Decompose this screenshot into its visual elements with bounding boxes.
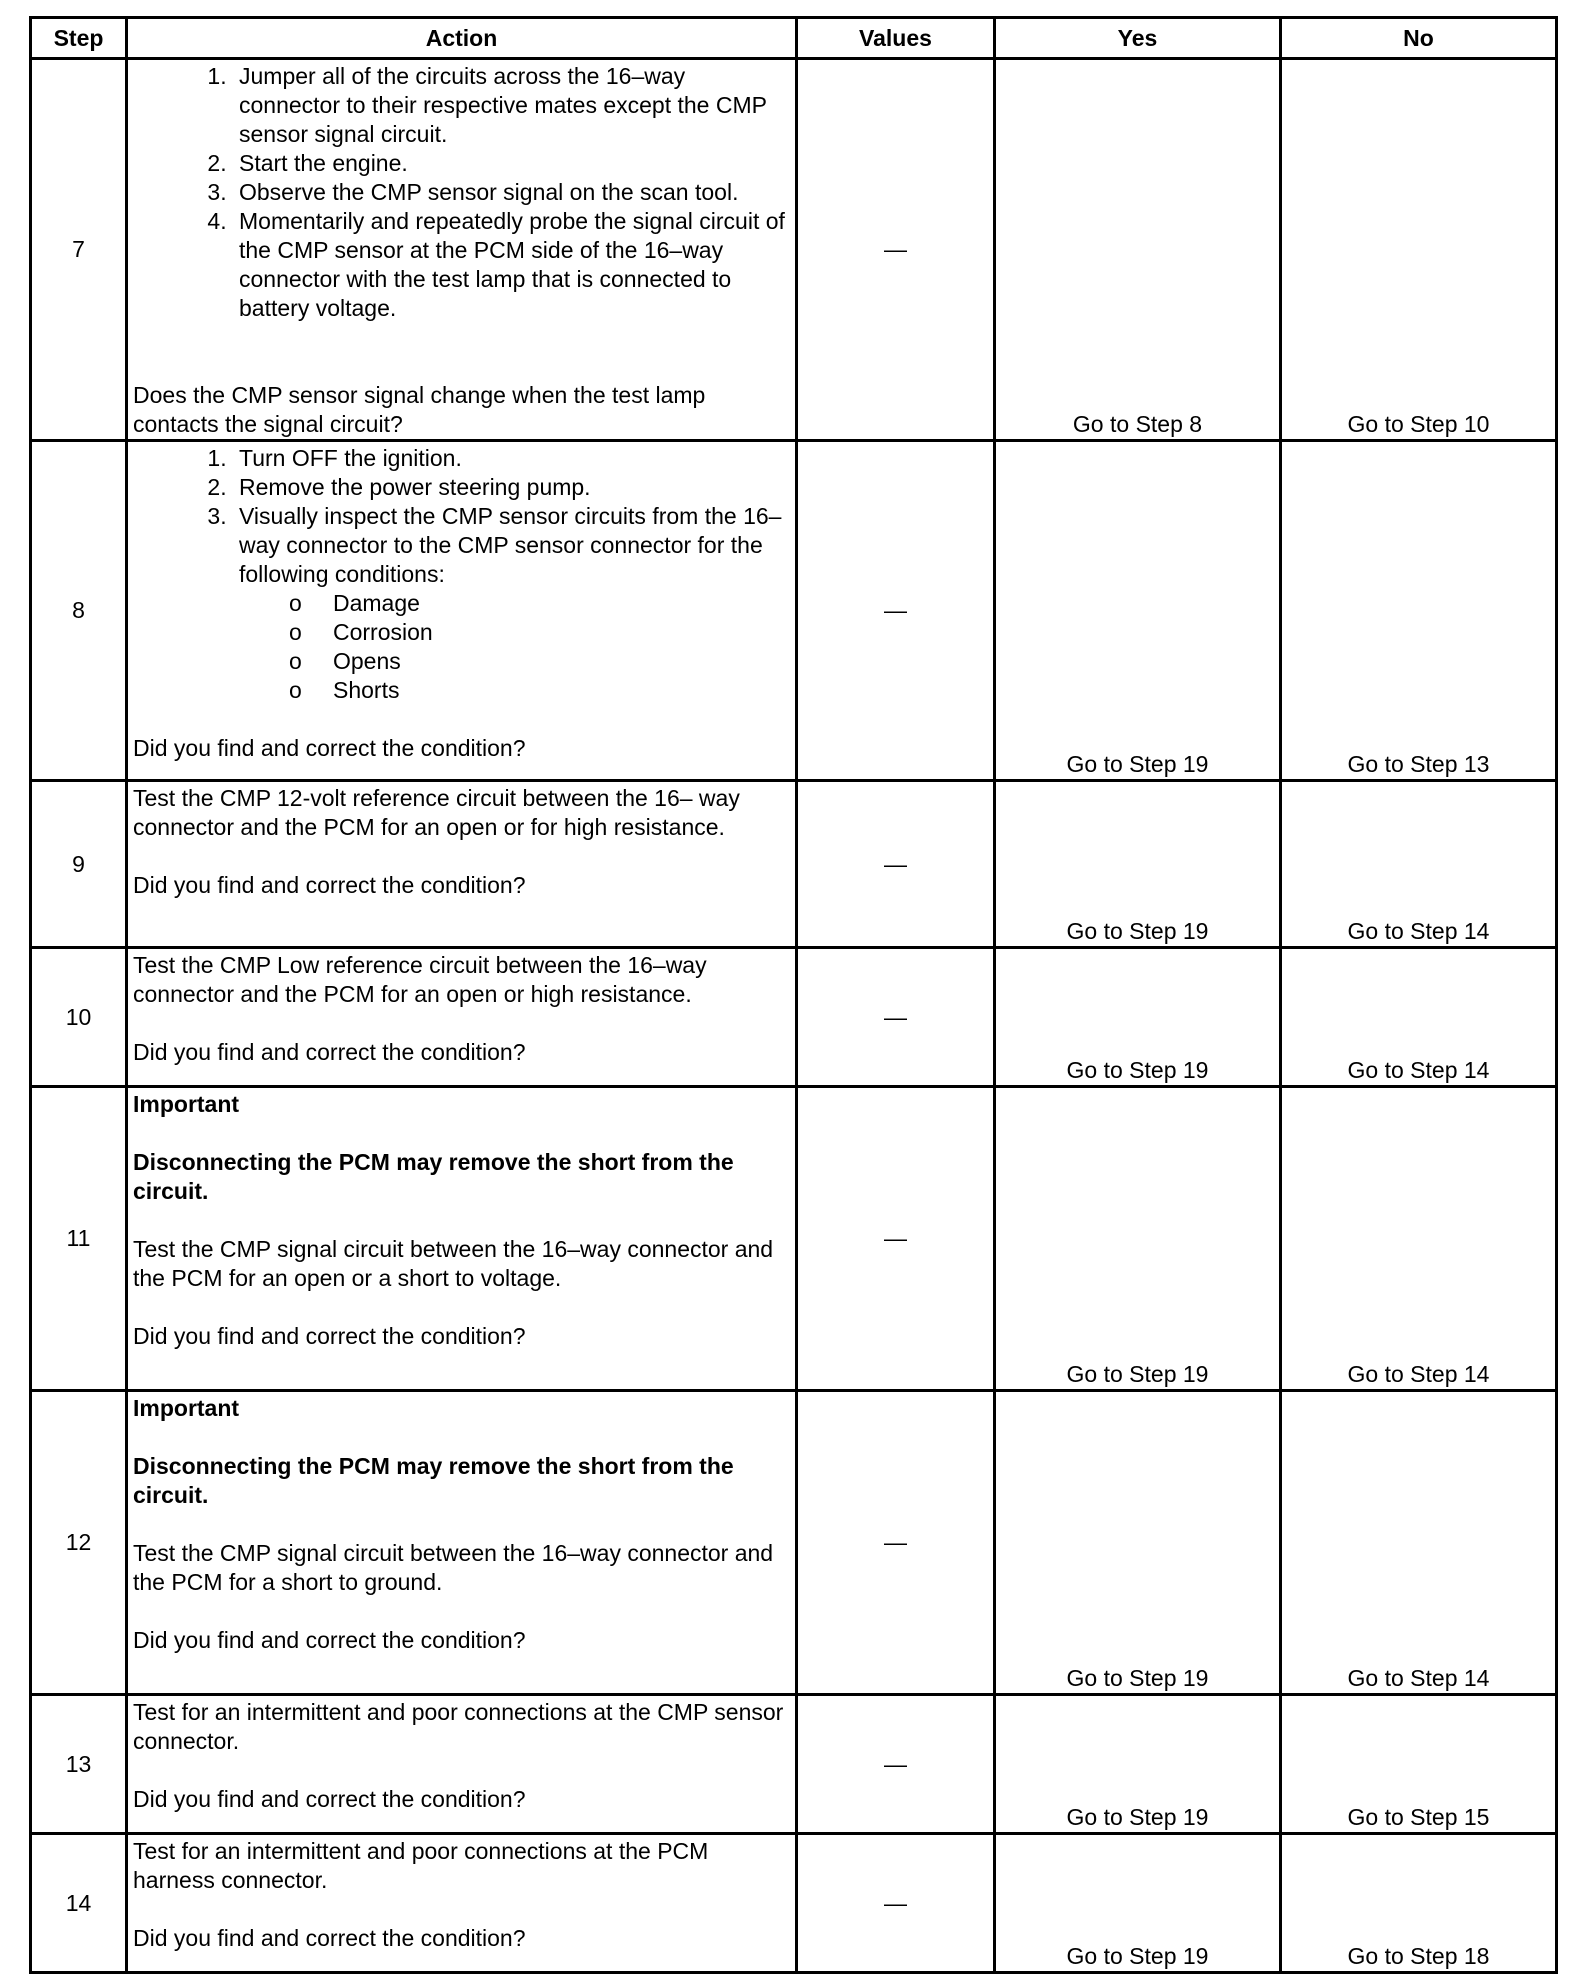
instruction-item: 2. Remove the power steering pump. <box>233 473 789 502</box>
table-row <box>31 948 1557 1087</box>
instruction-list <box>133 444 789 589</box>
yes-cell: Go to Step 19 <box>995 1834 1281 1973</box>
header-step: Step <box>31 18 127 59</box>
values-cell: — <box>797 948 995 1087</box>
table-row <box>31 781 1557 948</box>
warning-text: Disconnecting the PCM may remove the short from the circuit. <box>133 1453 734 1508</box>
values-cell: — <box>797 781 995 948</box>
action-cell <box>127 948 797 1087</box>
header-action: Action <box>127 18 797 59</box>
instruction-item: 2. Start the engine. <box>233 149 789 178</box>
step-number: 13 <box>31 1695 127 1834</box>
yes-cell: Go to Step 19 <box>995 948 1281 1087</box>
instruction-item: 1. Turn OFF the ignition. <box>233 444 789 473</box>
no-cell: Go to Step 13 <box>1281 441 1557 781</box>
table-row <box>31 441 1557 781</box>
table-row <box>31 1391 1557 1695</box>
action-question: Did you find and correct the condition? <box>133 1786 526 1812</box>
important-label: Important <box>133 1091 240 1117</box>
important-label: Important <box>133 1395 240 1421</box>
values-cell: — <box>797 1695 995 1834</box>
no-cell: Go to Step 10 <box>1281 59 1557 441</box>
diagnostic-table <box>29 16 1558 1974</box>
no-cell: Go to Step 14 <box>1281 948 1557 1087</box>
action-question: Did you find and correct the condition? <box>133 1323 526 1349</box>
action-text: Test the CMP 12-volt reference circuit between the 16– way connector and the PCM for an open or for high resistance. <box>133 785 740 840</box>
no-cell: Go to Step 18 <box>1281 1834 1557 1973</box>
action-question: Did you find and correct the condition? <box>133 1925 526 1951</box>
condition-item: o Shorts <box>333 676 789 705</box>
table-row <box>31 1087 1557 1391</box>
warning-text: Disconnecting the PCM may remove the short from the circuit. <box>133 1149 734 1204</box>
action-text: Test for an intermittent and poor connections at the CMP sensor connector. <box>133 1699 784 1754</box>
table-row <box>31 59 1557 441</box>
table-row <box>31 1834 1557 1973</box>
values-cell: — <box>797 1391 995 1695</box>
condition-item: o Opens <box>333 647 789 676</box>
instruction-item: 3. Observe the CMP sensor signal on the scan tool. <box>233 178 789 207</box>
values-cell: — <box>797 1087 995 1391</box>
yes-cell: Go to Step 8 <box>995 59 1281 441</box>
action-cell <box>127 59 797 441</box>
action-question: Did you find and correct the condition? <box>133 1627 526 1653</box>
header-no: No <box>1281 18 1557 59</box>
step-number: 7 <box>31 59 127 441</box>
instruction-list <box>133 62 789 323</box>
yes-cell: Go to Step 19 <box>995 781 1281 948</box>
condition-item: o Corrosion <box>333 618 789 647</box>
action-question: Did you find and correct the condition? <box>133 735 526 761</box>
action-cell <box>127 1834 797 1973</box>
yes-cell: Go to Step 19 <box>995 1087 1281 1391</box>
action-cell <box>127 1087 797 1391</box>
values-cell: — <box>797 1834 995 1973</box>
no-cell: Go to Step 15 <box>1281 1695 1557 1834</box>
step-number: 12 <box>31 1391 127 1695</box>
action-question: Did you find and correct the condition? <box>133 872 526 898</box>
instruction-item: 1. Jumper all of the circuits across the 16–way connector to their respective mates except the CMP sensor signal circuit. <box>233 62 789 149</box>
action-cell <box>127 781 797 948</box>
action-question: Did you find and correct the condition? <box>133 1039 526 1065</box>
action-cell <box>127 441 797 781</box>
values-cell: — <box>797 59 995 441</box>
header-values: Values <box>797 18 995 59</box>
yes-cell: Go to Step 19 <box>995 1695 1281 1834</box>
header-row <box>31 18 1557 59</box>
step-number: 9 <box>31 781 127 948</box>
values-cell: — <box>797 441 995 781</box>
step-number: 10 <box>31 948 127 1087</box>
yes-cell: Go to Step 19 <box>995 441 1281 781</box>
no-cell: Go to Step 14 <box>1281 1391 1557 1695</box>
instruction-item: 3. Visually inspect the CMP sensor circuits from the 16–way connector to the CMP sensor connector for the following conditions: <box>233 502 789 589</box>
action-text: Test for an intermittent and poor connections at the PCM harness connector. <box>133 1838 709 1893</box>
action-text: Test the CMP Low reference circuit between the 16–way connector and the PCM for an open or high resistance. <box>133 952 707 1007</box>
table-row <box>31 1695 1557 1834</box>
step-number: 14 <box>31 1834 127 1973</box>
yes-cell: Go to Step 19 <box>995 1391 1281 1695</box>
condition-item: o Damage <box>333 589 789 618</box>
action-cell <box>127 1391 797 1695</box>
no-cell: Go to Step 14 <box>1281 1087 1557 1391</box>
action-cell <box>127 1695 797 1834</box>
action-text: Test the CMP signal circuit between the 16–way connector and the PCM for a short to ground. <box>133 1540 774 1595</box>
step-number: 8 <box>31 441 127 781</box>
no-cell: Go to Step 14 <box>1281 781 1557 948</box>
step-number: 11 <box>31 1087 127 1391</box>
header-yes: Yes <box>995 18 1281 59</box>
action-question: Does the CMP sensor signal change when the test lamp contacts the signal circuit? <box>133 382 706 437</box>
condition-list <box>133 589 789 705</box>
instruction-item: 4. Momentarily and repeatedly probe the signal circuit of the CMP sensor at the PCM side of the 16–way connector with the test lamp that is connected to battery voltage. <box>233 207 789 323</box>
action-text: Test the CMP signal circuit between the 16–way connector and the PCM for an open or a short to voltage. <box>133 1236 774 1291</box>
